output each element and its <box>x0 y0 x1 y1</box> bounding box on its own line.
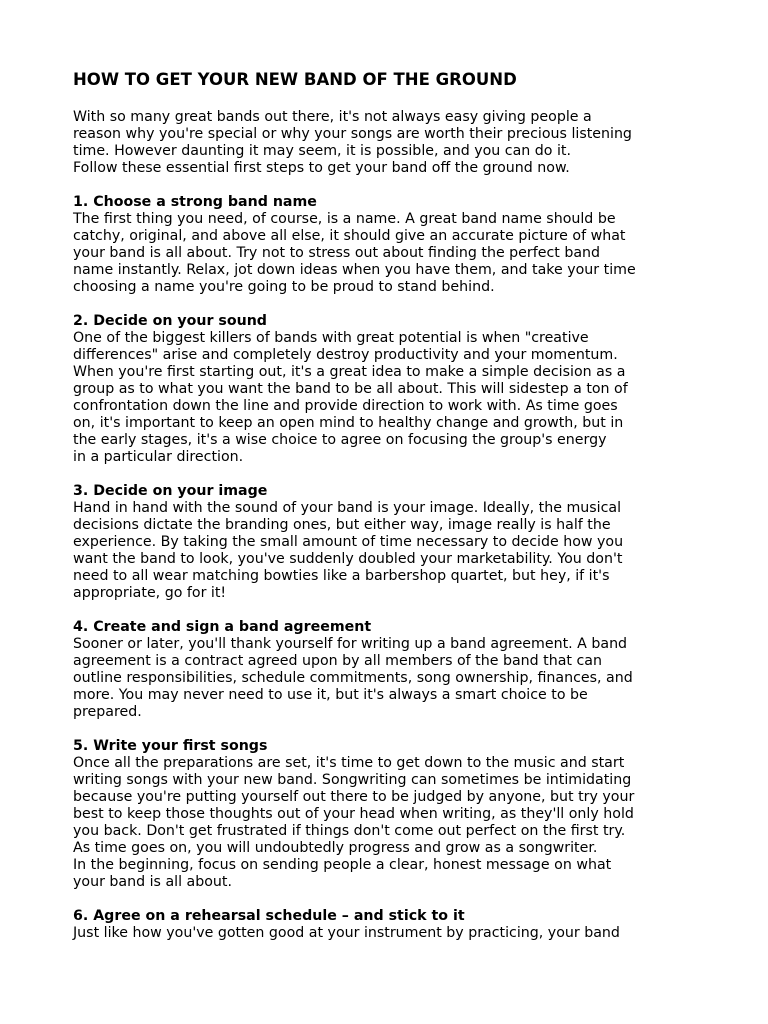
section-heading: 3. Decide on your image <box>73 483 268 499</box>
body-line: on, it's important to keep an open mind to healthy change and growth, but in <box>73 415 624 431</box>
document-page <box>73 70 713 942</box>
intro-line: With so many great bands out there, it's not always easy giving people a <box>73 109 592 125</box>
body-line: decisions dictate the branding ones, but either way, image really is half the <box>73 517 611 533</box>
body-line: more. You may never need to use it, but it's always a smart choice to be <box>73 687 588 703</box>
body-line: the early stages, it's a wise choice to agree on focusing the group's energy <box>73 432 607 448</box>
body-line: Just like how you've gotten good at your instrument by practicing, your band <box>73 925 620 941</box>
body-line: When you're first starting out, it's a great idea to make a simple decision as a <box>73 364 626 380</box>
body-line: The first thing you need, of course, is a name. A great band name should be <box>73 211 616 227</box>
section-rehearsal-schedule <box>73 908 713 942</box>
body-line: your band is all about. Try not to stress out about finding the perfect band <box>73 245 601 261</box>
intro-line: Follow these essential first steps to get your band off the ground now. <box>73 160 570 176</box>
intro-line: reason why you're special or why your songs are worth their precious listening <box>73 126 632 142</box>
body-line: name instantly. Relax, jot down ideas when you have them, and take your time <box>73 262 636 278</box>
body-line: your band is all about. <box>73 874 232 890</box>
section-band-agreement <box>73 619 713 721</box>
body-line: In the beginning, focus on sending people a clear, honest message on what <box>73 857 612 873</box>
body-line: want the band to look, you've suddenly doubled your marketability. You don't <box>73 551 623 567</box>
body-line: writing songs with your new band. Songwriting can sometimes be intimidating <box>73 772 632 788</box>
body-line: need to all wear matching bowties like a barbershop quartet, but hey, if it's <box>73 568 610 584</box>
body-line: Once all the preparations are set, it's time to get down to the music and start <box>73 755 625 771</box>
section-sound <box>73 313 713 466</box>
body-line: outline responsibilities, schedule commitments, song ownership, finances, and <box>73 670 633 686</box>
document-title: HOW TO GET YOUR NEW BAND OF THE GROUND <box>73 70 517 89</box>
section-heading: 5. Write your first songs <box>73 738 268 754</box>
body-line: confrontation down the line and provide direction to work with. As time goes <box>73 398 618 414</box>
section-band-name <box>73 194 713 296</box>
body-line: choosing a name you're going to be proud to stand behind. <box>73 279 495 295</box>
body-line: prepared. <box>73 704 142 720</box>
body-line: you back. Don't get frustrated if things don't come out perfect on the first try. <box>73 823 626 839</box>
body-line: As time goes on, you will undoubtedly progress and grow as a songwriter. <box>73 840 598 856</box>
body-line: catchy, original, and above all else, it should give an accurate picture of what <box>73 228 626 244</box>
body-line: One of the biggest killers of bands with great potential is when "creative <box>73 330 589 346</box>
body-line: group as to what you want the band to be all about. This will sidestep a ton of <box>73 381 628 397</box>
body-line: Sooner or later, you'll thank yourself for writing up a band agreement. A band <box>73 636 628 652</box>
section-heading: 1. Choose a strong band name <box>73 194 317 210</box>
intro-paragraph <box>73 109 713 177</box>
section-heading: 6. Agree on a rehearsal schedule – and stick to it <box>73 908 465 924</box>
body-line: Hand in hand with the sound of your band is your image. Ideally, the musical <box>73 500 622 516</box>
body-line: agreement is a contract agreed upon by all members of the band that can <box>73 653 602 669</box>
section-heading: 4. Create and sign a band agreement <box>73 619 372 635</box>
section-image <box>73 483 713 602</box>
body-line: experience. By taking the small amount of time necessary to decide how you <box>73 534 624 550</box>
body-line: because you're putting yourself out there to be judged by anyone, but try your <box>73 789 635 805</box>
body-line: appropriate, go for it! <box>73 585 227 601</box>
body-line: best to keep those thoughts out of your head when writing, as they'll only hold <box>73 806 634 822</box>
intro-line: time. However daunting it may seem, it is possible, and you can do it. <box>73 143 571 159</box>
section-heading: 2. Decide on your sound <box>73 313 267 329</box>
body-line: differences" arise and completely destroy productivity and your momentum. <box>73 347 618 363</box>
section-first-songs <box>73 738 713 891</box>
body-line: in a particular direction. <box>73 449 244 465</box>
